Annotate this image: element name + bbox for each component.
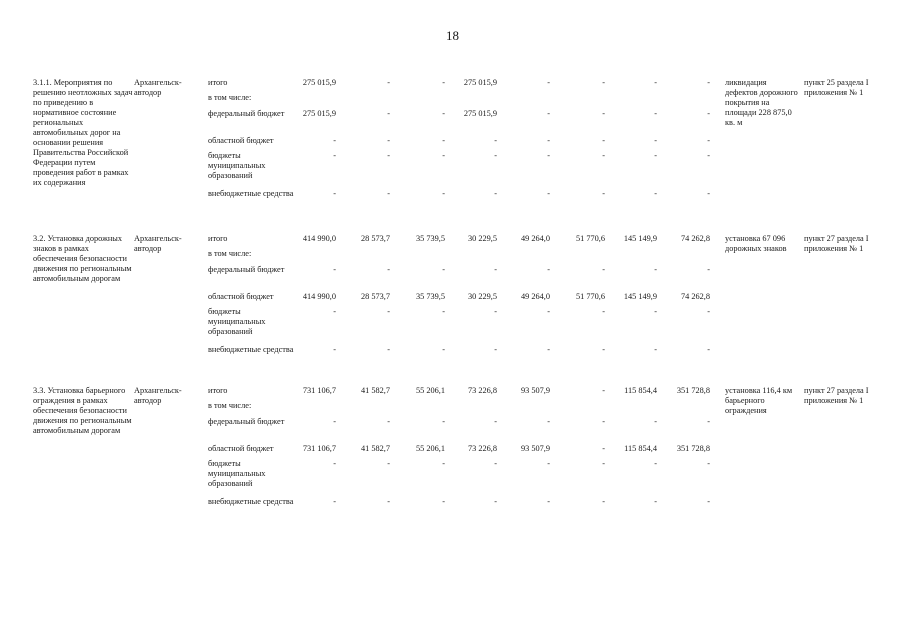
funding-amount: - bbox=[707, 109, 710, 118]
funding-amount: - bbox=[494, 265, 497, 274]
funding-amount: 30 229,5 bbox=[467, 234, 497, 243]
funding-amount: 115 854,4 bbox=[624, 386, 657, 395]
funding-amount: - bbox=[547, 109, 550, 118]
funding-source-label: в том числе: bbox=[208, 401, 252, 410]
funding-source-label: в том числе: bbox=[208, 93, 252, 102]
funding-amount: - bbox=[547, 497, 550, 506]
executor: Архангельск-автодор bbox=[134, 234, 182, 253]
funding-source-label: бюджеты муниципальных образований bbox=[208, 151, 266, 180]
funding-amount: 414 990,0 bbox=[302, 292, 336, 301]
funding-amount: - bbox=[707, 265, 710, 274]
measure-name: 3.1.1. Мероприятия по решению неотложных задач по приведению в нормативное состояние региональных автомобильных дорог на основании решения Правительства Российской Федерации путем проведения работ в рамках их содержания bbox=[33, 78, 133, 187]
funding-amount: 275 015,9 bbox=[302, 109, 336, 118]
funding-source-label: бюджеты муниципальных образований bbox=[208, 459, 266, 488]
funding-amount: - bbox=[602, 417, 605, 426]
funding-amount: - bbox=[602, 497, 605, 506]
funding-amount: - bbox=[547, 265, 550, 274]
funding-amount: - bbox=[547, 189, 550, 198]
funding-amount: 414 990,0 bbox=[302, 234, 336, 243]
funding-amount: - bbox=[654, 109, 657, 118]
funding-amount: 145 149,9 bbox=[623, 234, 657, 243]
funding-amount: - bbox=[494, 151, 497, 160]
expected-result: установка 116,4 км барьерного ограждения bbox=[725, 386, 793, 415]
funding-amount: - bbox=[654, 189, 657, 198]
funding-amount: 731 106,7 bbox=[302, 444, 336, 453]
funding-amount: - bbox=[707, 345, 710, 354]
funding-amount: - bbox=[442, 307, 445, 316]
funding-amount: - bbox=[387, 307, 390, 316]
funding-amount: - bbox=[387, 459, 390, 468]
funding-amount: 351 728,8 bbox=[676, 444, 710, 453]
funding-amount: - bbox=[494, 189, 497, 198]
funding-amount: - bbox=[333, 265, 336, 274]
funding-source-label: областной бюджет bbox=[208, 444, 274, 453]
funding-amount: - bbox=[387, 345, 390, 354]
funding-amount: - bbox=[494, 307, 497, 316]
funding-amount: 28 573,7 bbox=[360, 234, 390, 243]
funding-amount: - bbox=[333, 459, 336, 468]
funding-amount: - bbox=[547, 151, 550, 160]
funding-amount: - bbox=[494, 497, 497, 506]
funding-amount: - bbox=[387, 189, 390, 198]
funding-source-label: внебюджетные средства bbox=[208, 189, 294, 198]
funding-amount: - bbox=[547, 78, 550, 87]
measure-name: 3.2. Установка дорожных знаков в рамках обеспечения безопасности движения по региональным автомобильным дорогам bbox=[33, 234, 132, 283]
funding-amount: - bbox=[707, 136, 710, 145]
funding-amount: - bbox=[602, 386, 605, 395]
funding-amount: - bbox=[707, 78, 710, 87]
funding-amount: - bbox=[707, 151, 710, 160]
funding-amount: - bbox=[707, 417, 710, 426]
funding-amount: - bbox=[654, 497, 657, 506]
executor: Архангельск-автодор bbox=[134, 386, 182, 405]
executor: Архангельск-автодор bbox=[134, 78, 182, 97]
funding-amount: - bbox=[442, 417, 445, 426]
funding-amount: - bbox=[442, 265, 445, 274]
funding-amount: - bbox=[602, 444, 605, 453]
funding-amount: 55 206,1 bbox=[415, 386, 445, 395]
funding-amount: - bbox=[333, 151, 336, 160]
funding-amount: - bbox=[333, 417, 336, 426]
funding-amount: - bbox=[387, 417, 390, 426]
funding-amount: - bbox=[602, 189, 605, 198]
funding-amount: - bbox=[442, 345, 445, 354]
funding-amount: 74 262,8 bbox=[680, 234, 710, 243]
funding-amount: - bbox=[547, 345, 550, 354]
funding-amount: - bbox=[602, 109, 605, 118]
funding-amount: - bbox=[333, 189, 336, 198]
funding-amount: - bbox=[707, 307, 710, 316]
funding-amount: - bbox=[442, 497, 445, 506]
funding-amount: 35 739,5 bbox=[415, 292, 445, 301]
indicator-reference: пункт 27 раздела I приложения № 1 bbox=[804, 386, 869, 405]
funding-amount: 41 582,7 bbox=[360, 444, 390, 453]
funding-amount: 275 015,9 bbox=[463, 78, 497, 87]
funding-amount: - bbox=[707, 189, 710, 198]
funding-amount: - bbox=[654, 136, 657, 145]
funding-amount: - bbox=[494, 136, 497, 145]
funding-amount: - bbox=[442, 136, 445, 145]
funding-amount: - bbox=[602, 307, 605, 316]
funding-source-label: федеральный бюджет bbox=[208, 417, 285, 426]
funding-amount: - bbox=[654, 78, 657, 87]
funding-amount: - bbox=[442, 78, 445, 87]
funding-amount: - bbox=[547, 307, 550, 316]
indicator-reference: пункт 25 раздела I приложения № 1 bbox=[804, 78, 869, 97]
funding-amount: - bbox=[494, 345, 497, 354]
funding-amount: 145 149,9 bbox=[623, 292, 657, 301]
funding-amount: 74 262,8 bbox=[680, 292, 710, 301]
funding-amount: - bbox=[547, 417, 550, 426]
funding-amount: 73 226,8 bbox=[467, 386, 497, 395]
funding-amount: - bbox=[387, 78, 390, 87]
funding-amount: 30 229,5 bbox=[467, 292, 497, 301]
funding-source-label: федеральный бюджет bbox=[208, 109, 285, 118]
funding-amount: 275 015,9 bbox=[302, 78, 336, 87]
funding-amount: - bbox=[387, 265, 390, 274]
funding-amount: - bbox=[654, 459, 657, 468]
funding-source-label: в том числе: bbox=[208, 249, 252, 258]
funding-amount: - bbox=[602, 459, 605, 468]
funding-amount: - bbox=[654, 417, 657, 426]
funding-amount: - bbox=[602, 345, 605, 354]
funding-amount: - bbox=[707, 497, 710, 506]
funding-amount: - bbox=[707, 459, 710, 468]
funding-amount: - bbox=[494, 459, 497, 468]
funding-source-label: областной бюджет bbox=[208, 136, 274, 145]
funding-amount: 28 573,7 bbox=[360, 292, 390, 301]
funding-amount: 351 728,8 bbox=[676, 386, 710, 395]
funding-amount: 55 206,1 bbox=[415, 444, 445, 453]
funding-source-label: федеральный бюджет bbox=[208, 265, 285, 274]
funding-amount: - bbox=[602, 265, 605, 274]
funding-amount: - bbox=[387, 136, 390, 145]
expected-result: ликвидация дефектов дорожного покрытия на площади 228 875,0 кв. м bbox=[725, 78, 798, 127]
funding-amount: 35 739,5 bbox=[415, 234, 445, 243]
funding-amount: - bbox=[602, 151, 605, 160]
funding-amount: 93 507,9 bbox=[520, 444, 550, 453]
funding-amount: - bbox=[654, 307, 657, 316]
funding-amount: - bbox=[442, 189, 445, 198]
funding-amount: 73 226,8 bbox=[467, 444, 497, 453]
funding-amount: - bbox=[654, 345, 657, 354]
funding-source-label: итого bbox=[208, 78, 228, 87]
funding-amount: 41 582,7 bbox=[360, 386, 390, 395]
measure-name: 3.3. Установка барьерного ограждения в рамках обеспечения безопасности движения по региональным автомобильным дорогам bbox=[33, 386, 132, 435]
funding-amount: - bbox=[602, 78, 605, 87]
funding-amount: - bbox=[654, 265, 657, 274]
page-number: 18 bbox=[446, 28, 459, 43]
funding-amount: - bbox=[333, 307, 336, 316]
funding-amount: - bbox=[387, 497, 390, 506]
funding-amount: - bbox=[547, 136, 550, 145]
funding-amount: - bbox=[333, 345, 336, 354]
funding-amount: - bbox=[333, 136, 336, 145]
funding-amount: - bbox=[442, 109, 445, 118]
funding-source-label: итого bbox=[208, 234, 228, 243]
expected-result: установка 67 096 дорожных знаков bbox=[725, 234, 787, 253]
funding-source-label: итого bbox=[208, 386, 228, 395]
funding-amount: - bbox=[602, 136, 605, 145]
indicator-reference: пункт 27 раздела I приложения № 1 bbox=[804, 234, 869, 253]
funding-amount: - bbox=[387, 109, 390, 118]
funding-amount: 731 106,7 bbox=[302, 386, 336, 395]
funding-amount: - bbox=[654, 151, 657, 160]
funding-amount: - bbox=[547, 459, 550, 468]
funding-source-label: внебюджетные средства bbox=[208, 497, 294, 506]
funding-amount: - bbox=[494, 417, 497, 426]
funding-amount: 275 015,9 bbox=[463, 109, 497, 118]
funding-amount: 51 770,6 bbox=[575, 292, 605, 301]
funding-amount: - bbox=[442, 151, 445, 160]
funding-amount: 115 854,4 bbox=[624, 444, 657, 453]
funding-amount: 51 770,6 bbox=[575, 234, 605, 243]
funding-amount: 49 264,0 bbox=[520, 234, 550, 243]
funding-amount: - bbox=[333, 497, 336, 506]
funding-source-label: внебюджетные средства bbox=[208, 345, 294, 354]
funding-source-label: областной бюджет bbox=[208, 292, 274, 301]
funding-amount: 93 507,9 bbox=[520, 386, 550, 395]
funding-amount: 49 264,0 bbox=[520, 292, 550, 301]
funding-amount: - bbox=[442, 459, 445, 468]
funding-source-label: бюджеты муниципальных образований bbox=[208, 307, 266, 336]
funding-amount: - bbox=[387, 151, 390, 160]
